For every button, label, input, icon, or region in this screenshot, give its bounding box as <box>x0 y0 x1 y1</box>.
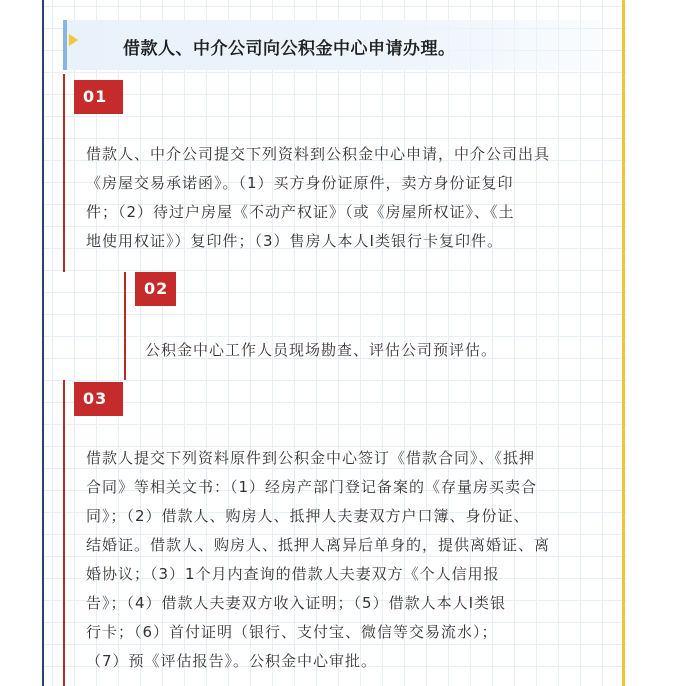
section-title: 借款人、中介公司向公积金中心申请办理。 <box>123 39 456 59</box>
step-02-text <box>145 336 497 365</box>
arrow-right-icon <box>69 34 78 46</box>
step-03-line-5: 婚协议；（3）1个月内查询的借款人夫妻双方《个人信用报 <box>86 565 500 583</box>
step-03-line-6: 告》；（4）借款人夫妻双方收入证明；（5）借款人本人Ⅰ类银 <box>86 594 507 612</box>
step-01-line-4: 地使用权证》）复印件；（3）售房人本人Ⅰ类银行卡复印件。 <box>86 232 503 250</box>
step-01-line-3: 件；（2）待过户房屋《不动产权证》（或《房屋所权证》、《土 <box>86 203 515 221</box>
step-03-line-4: 结婚证。借款人、购房人、抵押人离异后单身的，提供离婚证、离 <box>86 536 551 554</box>
step-03-badge: 03 <box>74 382 123 416</box>
step-03-line-1: 借款人提交下列资料原件到公积金中心签订《借款合同》、《抵押 <box>86 449 536 467</box>
step-01-text <box>86 140 550 256</box>
step-01-badge: 01 <box>74 80 123 114</box>
left-border <box>42 0 44 686</box>
step-03-line-2: 合同》等相关文书：（1）经房产部门登记备案的《存量房买卖合 <box>86 478 538 496</box>
step-02-badge: 02 <box>135 272 176 306</box>
step-02-line-1: 公积金中心工作人员现场勘查、评估公司预评估。 <box>145 341 498 359</box>
header-accent-bar <box>63 20 67 70</box>
step-03-line <box>63 380 65 686</box>
step-01-line-2: 《房屋交易承诺函》。（1）买方身份证原件，卖方身份证复印 <box>86 174 514 192</box>
section-header <box>63 20 601 70</box>
step-03-line-7: 行卡；（6）首付证明（银行、支付宝、微信等交易流水）； <box>86 623 498 641</box>
step-03-line-8: （7）预《评估报告》。公积金中心审批。 <box>86 652 378 670</box>
step-02-line <box>124 272 126 380</box>
right-border <box>622 0 625 686</box>
step-01-line <box>63 74 65 272</box>
step-01-line-1: 借款人、中介公司提交下列资料到公积金中心申请，中介公司出具 <box>86 145 551 163</box>
step-03-text <box>86 444 550 676</box>
step-03-line-3: 同》；（2）借款人、购房人、抵押人夫妻双方户口簿、身份证、 <box>86 507 530 525</box>
